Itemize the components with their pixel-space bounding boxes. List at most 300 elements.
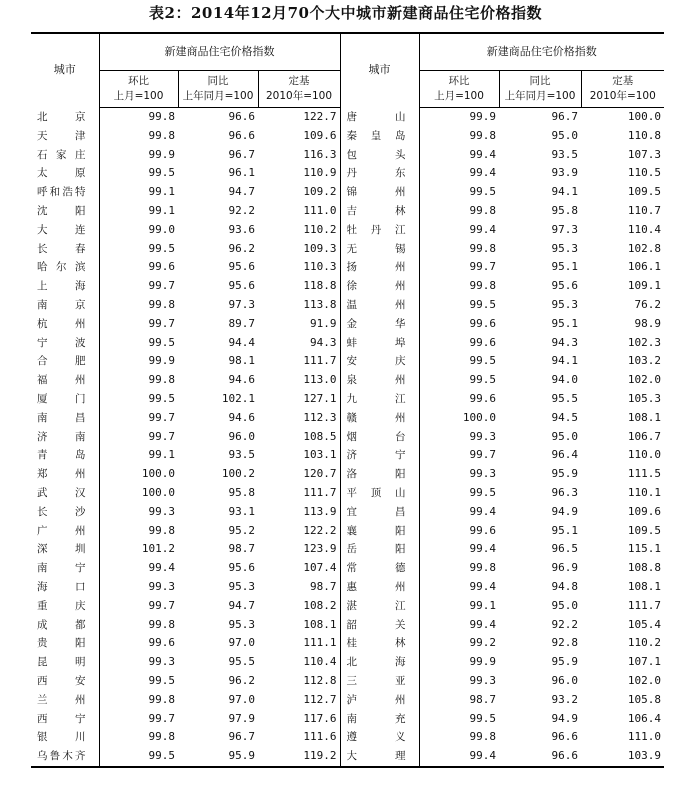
table-row (31, 108, 664, 127)
yoy-index: 95.9 (551, 467, 578, 481)
base-index: 103.2 (627, 354, 662, 368)
mom-index: 101.2 (141, 542, 175, 556)
yoy-index: 96.6 (551, 730, 578, 744)
base-index: 102.3 (627, 335, 662, 349)
city-name: 泉 州 (340, 371, 419, 390)
yoy-index: 96.4 (551, 448, 578, 462)
mom-index: 99.3 (148, 579, 175, 593)
base-index: 109.3 (258, 240, 340, 259)
base-index: 109.5 (627, 185, 662, 199)
mom-index: 99.5 (148, 673, 175, 687)
city-name: 呼和浩特 (31, 183, 99, 202)
mom-index: 99.8 (469, 730, 496, 744)
mom-index: 99.8 (469, 203, 496, 217)
city-name: 海 口 (31, 578, 99, 597)
yoy-index: 93.6 (228, 222, 255, 236)
base-index: 110.4 (627, 222, 662, 236)
base-index: 108.2 (258, 597, 340, 616)
table-row (31, 597, 664, 616)
city-name: 贵 阳 (31, 634, 99, 653)
yoy-index: 96.7 (228, 147, 255, 161)
yoy-index: 97.3 (228, 297, 255, 311)
table-row (31, 409, 664, 428)
city-name: 温 州 (340, 296, 419, 315)
city-name: 石家庄 (31, 146, 99, 165)
mom-index: 99.8 (148, 617, 175, 631)
yoy-index: 96.6 (228, 110, 255, 123)
yoy-index: 95.1 (551, 260, 578, 274)
base-index: 117.6 (258, 710, 340, 729)
mom-index: 98.7 (469, 692, 496, 706)
yoy-index: 92.2 (551, 617, 578, 631)
base-index: 103.1 (258, 446, 340, 465)
table-row (31, 183, 664, 202)
table-row (31, 296, 664, 315)
yoy-index: 94.3 (551, 335, 578, 349)
mom-index: 99.7 (469, 260, 496, 274)
base-index: 106.4 (627, 711, 662, 725)
city-name: 宁 波 (31, 334, 99, 353)
yoy-index: 92.8 (551, 636, 578, 650)
table-row (31, 503, 664, 522)
base-index: 110.2 (258, 221, 340, 240)
mom-index: 99.8 (148, 523, 175, 537)
city-name: 唐 山 (340, 108, 419, 127)
city-name: 银 川 (31, 728, 99, 747)
base-index: 108.1 (627, 410, 662, 424)
city-name: 乌鲁木齐 (31, 747, 99, 767)
base-index: 102.0 (627, 673, 662, 687)
base-index: 111.1 (258, 634, 340, 653)
mom-header-right: 环比 上月=100 (419, 71, 499, 108)
city-name: 成 都 (31, 616, 99, 635)
city-name: 大 连 (31, 221, 99, 240)
yoy-index: 95.6 (228, 260, 255, 274)
mom-index: 99.3 (469, 673, 496, 687)
mom-index: 100.0 (141, 485, 175, 499)
city-name: 金 华 (340, 315, 419, 334)
mom-index: 99.3 (148, 504, 175, 518)
mom-index: 99.3 (148, 655, 175, 669)
table-row (31, 146, 664, 165)
base-index: 113.9 (258, 503, 340, 522)
yoy-index: 95.8 (551, 203, 578, 217)
mom-index: 100.0 (141, 467, 175, 481)
yoy-index: 94.9 (551, 711, 578, 725)
city-name: 牡丹江 (340, 221, 419, 240)
base-index: 108.5 (258, 428, 340, 447)
table-row (31, 465, 664, 484)
yoy-index: 96.0 (228, 429, 255, 443)
table-row (31, 202, 664, 221)
table-row (31, 616, 664, 635)
table-row (31, 559, 664, 578)
yoy-index: 93.2 (551, 692, 578, 706)
table-row (31, 446, 664, 465)
mom-index: 99.7 (148, 598, 175, 612)
city-name: 三 亚 (340, 672, 419, 691)
base-header-right: 定基 2010年=100 (581, 71, 664, 108)
mom-index: 99.7 (148, 711, 175, 725)
base-index: 110.1 (627, 485, 662, 499)
table-row (31, 240, 664, 259)
table-row (31, 672, 664, 691)
index-group-header-left: 新建商品住宅价格指数 (99, 33, 340, 71)
table-row (31, 728, 664, 747)
yoy-index: 94.1 (551, 185, 578, 199)
base-index: 91.9 (258, 315, 340, 334)
yoy-index: 95.5 (551, 391, 578, 405)
mom-index: 99.6 (148, 260, 175, 274)
base-index: 116.3 (258, 146, 340, 165)
yoy-index: 95.3 (551, 297, 578, 311)
mom-index: 99.5 (469, 185, 496, 199)
yoy-index: 93.5 (228, 448, 255, 462)
yoy-index: 96.6 (499, 747, 581, 767)
city-name: 南 昌 (31, 409, 99, 428)
table-title: 表2：2014年12月70个大中城市新建商品住宅价格指数 (149, 4, 542, 22)
city-name: 杭 州 (31, 315, 99, 334)
base-index: 94.3 (258, 334, 340, 353)
base-index: 112.8 (258, 672, 340, 691)
base-index: 111.0 (258, 202, 340, 221)
yoy-index: 98.7 (228, 542, 255, 556)
base-index: 107.1 (627, 655, 662, 669)
mom-index: 99.4 (469, 166, 496, 180)
city-name: 九 江 (340, 390, 419, 409)
base-index: 111.6 (258, 728, 340, 747)
yoy-index: 96.2 (228, 673, 255, 687)
mom-index: 99.8 (469, 128, 496, 142)
base-index: 106.7 (627, 429, 662, 443)
table-row (31, 390, 664, 409)
city-name: 徐 州 (340, 277, 419, 296)
mom-index: 99.1 (148, 203, 175, 217)
yoy-index: 95.0 (551, 429, 578, 443)
yoy-index: 94.7 (228, 185, 255, 199)
base-index: 120.7 (258, 465, 340, 484)
base-index: 110.7 (627, 203, 662, 217)
base-index: 105.3 (627, 391, 662, 405)
base-index: 110.9 (258, 164, 340, 183)
base-index: 113.8 (258, 296, 340, 315)
base-index: 109.5 (627, 523, 662, 537)
city-name: 郑 州 (31, 465, 99, 484)
city-name: 昆 明 (31, 653, 99, 672)
yoy-index: 89.7 (228, 316, 255, 330)
city-name: 大 理 (340, 747, 419, 767)
mom-index: 99.7 (148, 410, 175, 424)
city-name: 南 宁 (31, 559, 99, 578)
mom-index: 99.4 (469, 579, 496, 593)
city-name: 常 德 (340, 559, 419, 578)
yoy-index: 93.5 (551, 147, 578, 161)
city-name: 长 春 (31, 240, 99, 259)
yoy-index: 94.0 (551, 373, 578, 387)
mom-index: 99.5 (148, 335, 175, 349)
mom-index: 99.9 (148, 354, 175, 368)
yoy-index: 95.5 (228, 655, 255, 669)
city-name: 北 京 (31, 108, 99, 127)
mom-index: 99.5 (99, 747, 178, 767)
mom-index: 99.5 (148, 166, 175, 180)
city-name: 合 肥 (31, 352, 99, 371)
mom-index: 99.5 (469, 485, 496, 499)
table-row (31, 522, 664, 541)
mom-index: 99.6 (469, 523, 496, 537)
city-name: 武 汉 (31, 484, 99, 503)
city-name: 泸 州 (340, 691, 419, 710)
yoy-index: 92.2 (228, 203, 255, 217)
city-name: 安 庆 (340, 352, 419, 371)
city-name: 西 宁 (31, 710, 99, 729)
city-name: 吉 林 (340, 202, 419, 221)
base-index: 98.9 (634, 316, 662, 330)
index-group-header-right: 新建商品住宅价格指数 (419, 33, 664, 71)
table-row (31, 540, 664, 559)
yoy-index: 94.9 (551, 504, 578, 518)
city-name: 兰 州 (31, 691, 99, 710)
base-index: 111.5 (627, 467, 662, 481)
mom-index: 99.6 (148, 636, 175, 650)
city-name: 北 海 (340, 653, 419, 672)
table-row (31, 484, 664, 503)
yoy-index: 95.3 (228, 617, 255, 631)
base-index: 119.2 (258, 747, 340, 767)
mom-index: 99.5 (469, 354, 496, 368)
base-index: 112.3 (258, 409, 340, 428)
mom-index: 99.3 (469, 467, 496, 481)
yoy-index: 95.6 (228, 561, 255, 575)
city-name: 秦皇岛 (340, 127, 419, 146)
yoy-index: 94.4 (228, 335, 255, 349)
city-name: 丹 东 (340, 164, 419, 183)
yoy-index: 97.0 (228, 636, 255, 650)
mom-index: 99.4 (469, 504, 496, 518)
mom-index: 99.3 (469, 429, 496, 443)
city-name: 烟 台 (340, 428, 419, 447)
base-index: 76.2 (634, 297, 662, 311)
city-name: 蚌 埠 (340, 334, 419, 353)
yoy-header-left: 同比 上年同月=100 (178, 71, 258, 108)
yoy-index: 96.9 (551, 561, 578, 575)
yoy-index: 96.1 (228, 166, 255, 180)
yoy-index: 94.1 (551, 354, 578, 368)
city-name: 太 原 (31, 164, 99, 183)
yoy-index: 96.7 (228, 730, 255, 744)
base-index: 110.0 (627, 448, 662, 462)
base-index: 103.9 (581, 747, 664, 767)
base-index: 107.3 (627, 147, 662, 161)
table-row (31, 747, 664, 767)
city-name: 哈尔滨 (31, 258, 99, 277)
city-name: 襄 阳 (340, 522, 419, 541)
mom-index: 99.9 (469, 110, 496, 123)
mom-index: 99.8 (148, 373, 175, 387)
mom-index: 99.6 (469, 316, 496, 330)
table-row (31, 428, 664, 447)
city-name: 福 州 (31, 371, 99, 390)
city-name: 上 海 (31, 277, 99, 296)
yoy-index: 95.3 (551, 241, 578, 255)
mom-index: 99.8 (469, 241, 496, 255)
yoy-index: 95.6 (228, 279, 255, 293)
mom-index: 99.1 (148, 448, 175, 462)
city-name: 锦 州 (340, 183, 419, 202)
base-index: 111.7 (627, 598, 662, 612)
city-name: 济 宁 (340, 446, 419, 465)
price-index-table (31, 32, 664, 768)
table-row (31, 277, 664, 296)
table-row (31, 164, 664, 183)
base-index: 110.5 (627, 166, 662, 180)
base-index: 115.1 (627, 542, 662, 556)
mom-index: 99.5 (148, 241, 175, 255)
base-index: 123.9 (258, 540, 340, 559)
base-index: 105.4 (627, 617, 662, 631)
mom-index: 99.4 (148, 561, 175, 575)
base-index: 109.6 (258, 127, 340, 146)
mom-index: 99.8 (469, 561, 496, 575)
city-name: 青 岛 (31, 446, 99, 465)
base-index: 105.8 (627, 692, 662, 706)
base-index: 112.7 (258, 691, 340, 710)
table-row (31, 127, 664, 146)
city-header-left: 城市 (31, 33, 99, 108)
mom-index: 99.2 (469, 636, 496, 650)
mom-index: 99.4 (469, 147, 496, 161)
yoy-index: 93.9 (551, 166, 578, 180)
city-name: 厦 门 (31, 390, 99, 409)
base-index: 110.3 (258, 258, 340, 277)
base-index: 108.1 (627, 579, 662, 593)
city-name: 宜 昌 (340, 503, 419, 522)
yoy-index: 96.3 (551, 485, 578, 499)
city-name: 扬 州 (340, 258, 419, 277)
base-index: 109.2 (258, 183, 340, 202)
yoy-index: 93.1 (228, 504, 255, 518)
base-index: 111.7 (258, 484, 340, 503)
mom-index: 99.7 (148, 429, 175, 443)
yoy-index: 96.6 (228, 128, 255, 142)
city-name: 桂 林 (340, 634, 419, 653)
base-index: 102.0 (627, 373, 662, 387)
mom-index: 99.5 (469, 711, 496, 725)
mom-index: 99.5 (469, 373, 496, 387)
base-index: 111.0 (627, 730, 662, 744)
mom-index: 99.7 (148, 316, 175, 330)
base-index: 122.2 (258, 522, 340, 541)
yoy-index: 96.0 (551, 673, 578, 687)
city-name: 天 津 (31, 127, 99, 146)
city-name: 韶 关 (340, 616, 419, 635)
base-index: 107.4 (258, 559, 340, 578)
table-row (31, 334, 664, 353)
yoy-index: 97.0 (228, 692, 255, 706)
city-name: 包 头 (340, 146, 419, 165)
city-name: 南 充 (340, 710, 419, 729)
mom-index: 99.1 (148, 185, 175, 199)
table-row (31, 710, 664, 729)
base-index: 113.0 (258, 371, 340, 390)
yoy-index: 95.6 (551, 279, 578, 293)
city-name: 长 沙 (31, 503, 99, 522)
city-name: 西 安 (31, 672, 99, 691)
city-name: 广 州 (31, 522, 99, 541)
base-index: 108.8 (627, 561, 662, 575)
mom-index: 99.4 (469, 222, 496, 236)
yoy-index: 95.0 (551, 128, 578, 142)
base-index: 110.4 (258, 653, 340, 672)
city-name: 湛 江 (340, 597, 419, 616)
table-row (31, 371, 664, 390)
yoy-index: 95.9 (178, 747, 258, 767)
base-index: 127.1 (258, 390, 340, 409)
yoy-index: 96.7 (551, 110, 578, 123)
mom-index: 99.7 (469, 448, 496, 462)
city-name: 无 锡 (340, 240, 419, 259)
table-row (31, 578, 664, 597)
yoy-index: 95.1 (551, 316, 578, 330)
yoy-index: 95.9 (551, 655, 578, 669)
mom-index: 99.0 (148, 222, 175, 236)
table-row (31, 653, 664, 672)
mom-index: 99.5 (148, 391, 175, 405)
city-name: 惠 州 (340, 578, 419, 597)
table-row (31, 634, 664, 653)
base-index: 118.8 (258, 277, 340, 296)
base-index: 110.2 (627, 636, 662, 650)
city-name: 赣 州 (340, 409, 419, 428)
base-index: 102.8 (627, 241, 662, 255)
city-name: 深 圳 (31, 540, 99, 559)
base-index: 100.0 (627, 110, 662, 123)
base-index: 98.7 (258, 578, 340, 597)
base-index: 111.7 (258, 352, 340, 371)
base-header-left: 定基 2010年=100 (258, 71, 340, 108)
mom-index: 99.1 (469, 598, 496, 612)
city-name: 平顶山 (340, 484, 419, 503)
mom-index: 99.5 (469, 297, 496, 311)
mom-index: 99.8 (469, 279, 496, 293)
table-row (31, 258, 664, 277)
table-row (31, 352, 664, 371)
yoy-index: 95.0 (551, 598, 578, 612)
mom-index: 99.8 (148, 297, 175, 311)
base-index: 122.7 (258, 108, 340, 127)
base-index: 109.1 (627, 279, 662, 293)
mom-index: 99.9 (469, 655, 496, 669)
mom-index: 99.7 (148, 279, 175, 293)
yoy-index: 95.8 (228, 485, 255, 499)
yoy-index: 97.3 (551, 222, 578, 236)
city-name: 南 京 (31, 296, 99, 315)
mom-index: 99.4 (419, 747, 499, 767)
mom-index: 99.8 (148, 692, 175, 706)
yoy-index: 94.6 (228, 410, 255, 424)
mom-index: 99.6 (469, 391, 496, 405)
mom-header-left: 环比 上月=100 (99, 71, 178, 108)
yoy-index: 96.2 (228, 241, 255, 255)
city-name: 岳 阳 (340, 540, 419, 559)
city-name: 济 南 (31, 428, 99, 447)
mom-index: 99.6 (469, 335, 496, 349)
yoy-index: 95.2 (228, 523, 255, 537)
base-index: 108.1 (258, 616, 340, 635)
yoy-index: 94.7 (228, 598, 255, 612)
yoy-index: 97.9 (228, 711, 255, 725)
city-name: 重 庆 (31, 597, 99, 616)
